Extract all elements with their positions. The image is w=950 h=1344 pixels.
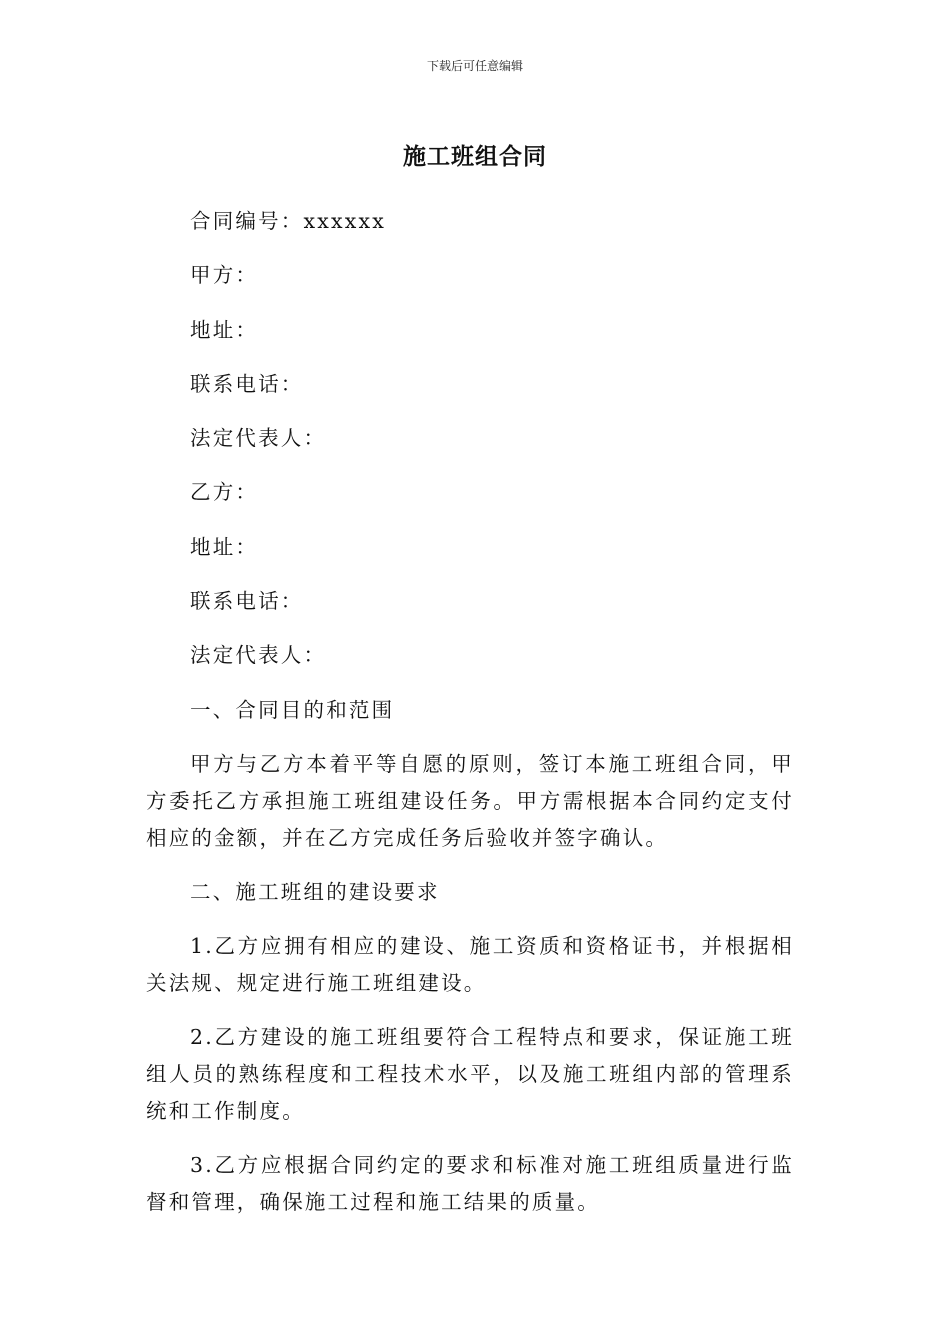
party-a-phone-field: 联系电话： — [190, 371, 304, 396]
party-b-field: 乙方： — [190, 480, 259, 505]
section-paragraph-purpose: 甲方与乙方本着平等自愿的原则，签订本施工班组合同，甲方委托乙方承担施工班组建设任务。甲方需根据本合同约定支付相应的金额，并在乙方完成任务后验收并签字确认。 — [146, 751, 794, 850]
party-b-representative-field: 法定代表人： — [190, 643, 327, 668]
header-note: 下载后可任意编辑 — [426, 59, 523, 73]
party-a-representative-field: 法定代表人： — [190, 426, 327, 451]
document-body — [146, 203, 794, 1238]
party-b-phone-field: 联系电话： — [190, 589, 304, 614]
party-b-address-field: 地址： — [190, 534, 259, 559]
party-a-address-field: 地址： — [190, 317, 259, 342]
section-heading-purpose: 一、合同目的和范围 — [190, 697, 395, 722]
requirement-item: 1.乙方应拥有相应的建设、施工资质和资格证书，并根据相关法规、规定进行施工班组建设。 — [146, 934, 794, 996]
document-title: 施工班组合同 — [403, 144, 547, 170]
requirement-item: 2.乙方建设的施工班组要符合工程特点和要求，保证施工班组人员的熟练程度和工程技术水平，以及施工班组内部的管理系统和工作制度。 — [146, 1025, 794, 1124]
party-a-field: 甲方： — [190, 263, 259, 288]
contract-number-field: 合同编号：xxxxxx — [190, 209, 387, 233]
section-heading-requirements: 二、施工班组的建设要求 — [190, 879, 440, 904]
requirement-item: 3.乙方应根据合同约定的要求和标准对施工班组质量进行监督和管理，确保施工过程和施工结果的质量。 — [146, 1153, 794, 1215]
